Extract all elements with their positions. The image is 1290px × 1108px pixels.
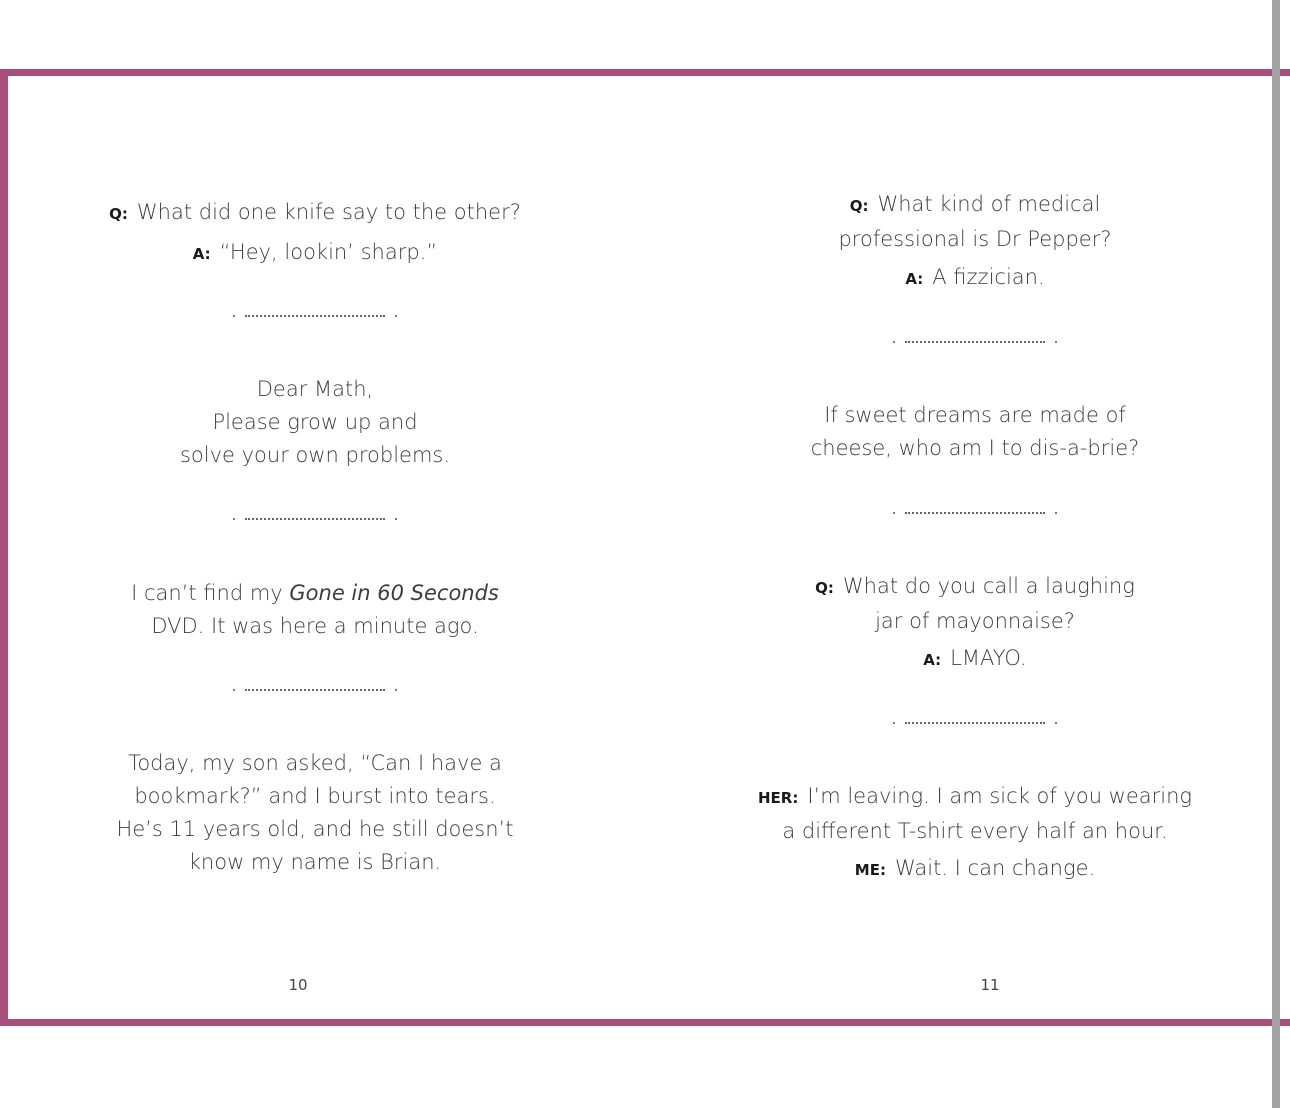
joke-mayo-question: Q: What do you call a laughing jar of mayonnaise?: [815, 574, 1135, 633]
joke-dr-pepper-answer: A: A fizzician.: [905, 265, 1045, 289]
section-divider: [20, 683, 610, 697]
section-divider: [680, 506, 1270, 520]
joke-dear-math: Dear Math, Please grow up and solve your own problems.: [179, 377, 451, 467]
joke-tshirt-me: ME: Wait. I can change.: [854, 856, 1096, 880]
page-number-right: 11: [980, 976, 1000, 994]
joke-tshirt-her: HER: I’m leaving. I am sick of you wearing a different T-shirt every half an hour.: [757, 784, 1193, 843]
joke-dr-pepper-question: Q: What kind of medical professional is Dr Pepper?: [838, 192, 1112, 251]
joke-cheese: If sweet dreams are made of cheese, who am I to dis-a-brie?: [810, 403, 1140, 460]
scrollbar[interactable]: [1272, 0, 1280, 1108]
page-number-left: 10: [288, 976, 308, 994]
joke-mayo-answer: A: LMAYO.: [923, 646, 1027, 670]
joke-bookmark: Today, my son asked, “Can I have a bookmark?” and I burst into tears. He’s 11 years old, and he still doesn’t know my name is Brian.: [116, 751, 514, 874]
joke-knife-question: Q: What did one knife say to the other?: [109, 200, 521, 224]
section-divider: [680, 335, 1270, 349]
section-divider: [680, 716, 1270, 730]
joke-gone-in-60: I can’t find my Gone in 60 Seconds DVD. It was here a minute ago.: [131, 581, 499, 638]
section-divider: [20, 512, 610, 526]
section-divider: [20, 309, 610, 323]
joke-knife-answer: A: “Hey, lookin’ sharp.”: [192, 240, 438, 264]
